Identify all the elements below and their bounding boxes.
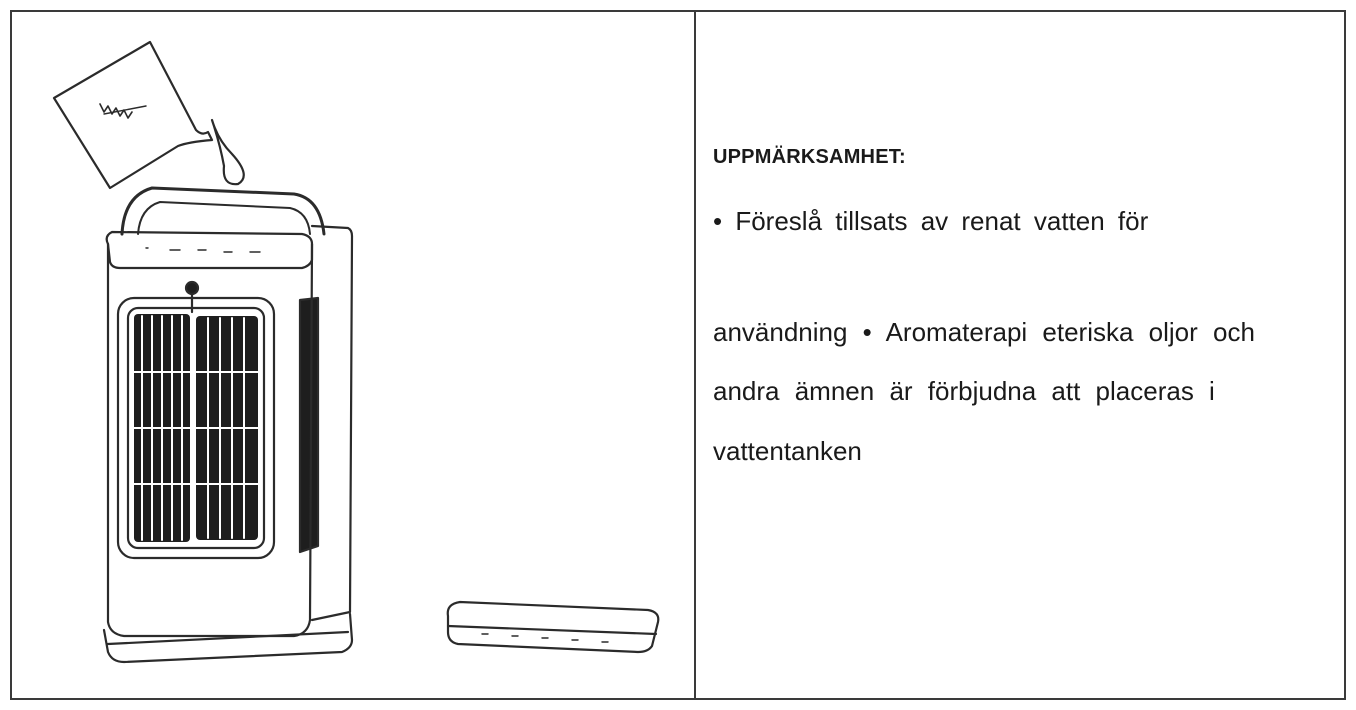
- notice-line-4: vattentanken: [713, 436, 862, 466]
- notice-line-2: användning • Aromaterapi eteriska oljor och: [713, 317, 1255, 347]
- notice-line-3: andra ämnen är förbjudna att placeras i: [713, 376, 1215, 406]
- water-drop-icon: [212, 120, 244, 184]
- humidifier-illustration: [12, 12, 694, 698]
- illustration-cell: [12, 12, 694, 698]
- notice-cell: [696, 12, 1344, 698]
- humidifier-body: [104, 188, 352, 662]
- water-tray: [448, 602, 659, 652]
- notice-heading: UPPMÄRKSAMHET:: [713, 146, 906, 168]
- notice-line-1: • Föreslå tillsats av renat vatten för: [713, 206, 1149, 236]
- water-jug-icon: [54, 42, 212, 188]
